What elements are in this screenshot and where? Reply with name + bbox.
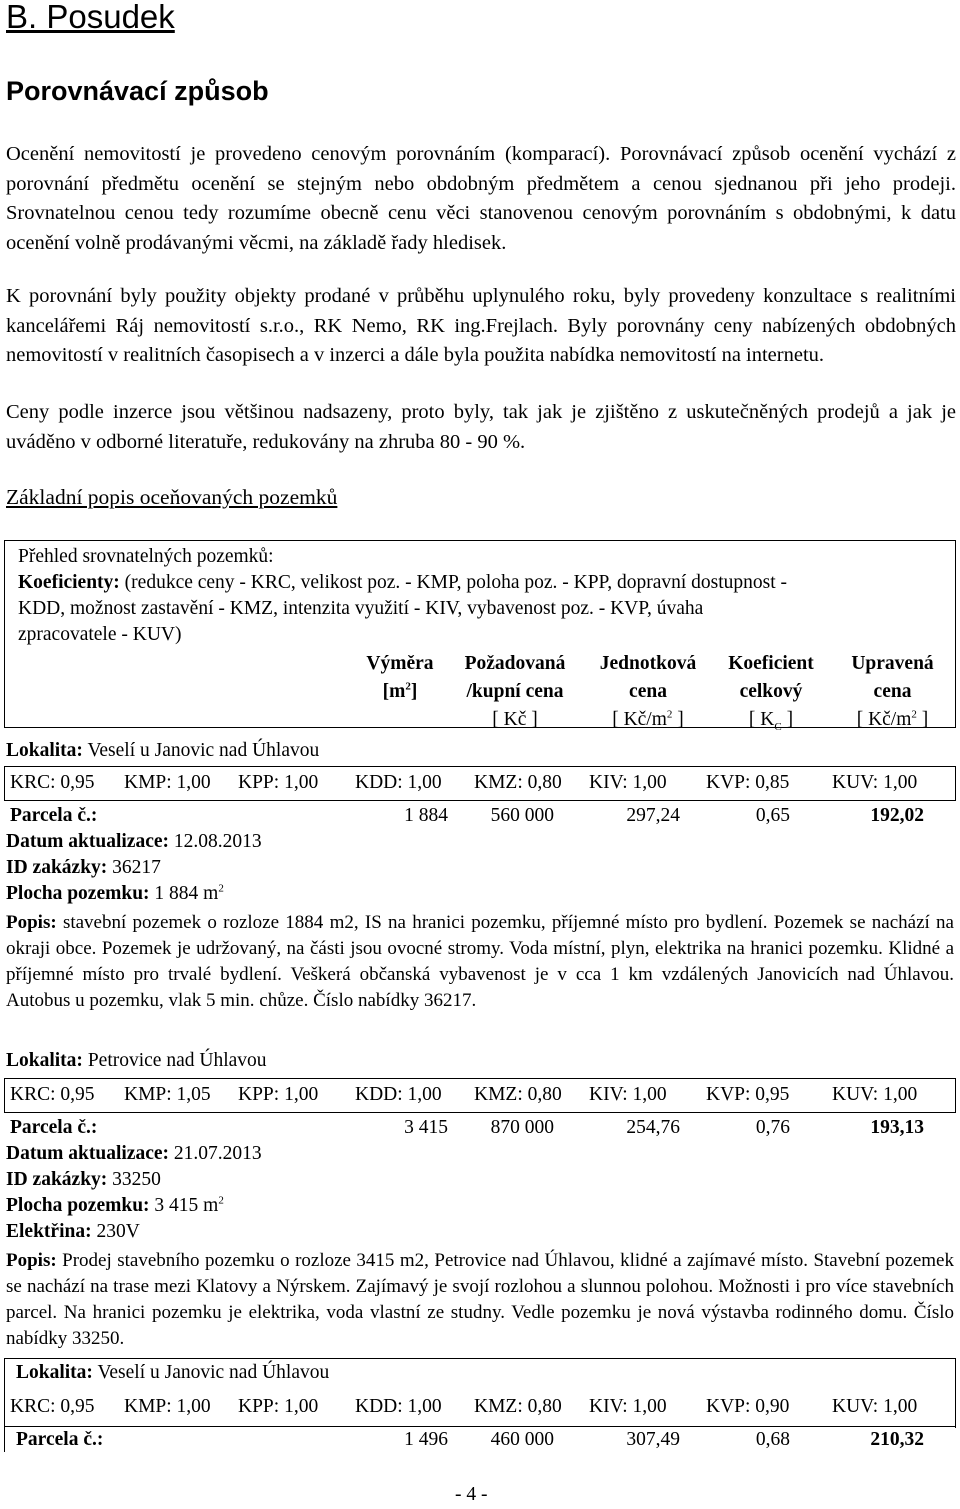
column-adjusted-line-2: cena <box>873 681 912 702</box>
comparable-1-coef-kmp: KMP: 1,00 <box>124 772 211 793</box>
comparable-3-coef-kmz: KMZ: 0,80 <box>474 1396 562 1417</box>
overview-title: Přehled srovnatelných pozemků: <box>18 546 274 567</box>
column-adjusted-unit: [ $Kč/m^2$ ] <box>856 708 929 730</box>
comparable-1-area: 1 884 <box>404 805 448 826</box>
comparable-2-rule-top <box>4 1078 956 1079</box>
comparable-1-datum: Datum aktualizace: 12.08.2013 <box>6 831 262 852</box>
comparable-2-rule-left <box>4 1078 5 1112</box>
page-number: - 4 - <box>455 1484 488 1505</box>
comparable-2-description: Popis: Prodej stavebního pozemku o rozloze 3415 m2, Petrovice nad Úhlavou, klidné a zajímavé místo. Stavební pozemek se nachází na trase mezi Klatovy a Nýrskem. Zajímavý je svojí rozlohou a slunnou polohou. Možnosti i pro více stavebních parcel. Na hranici pozemku je elektrika, voda vlastní ze studny. Vedle pozemku je nová výstavba rodinného domu. Číslo nabídky 33250. <box>6 1250 954 1349</box>
comparable-1-id: ID zakázky: 36217 <box>6 857 161 878</box>
subsection-title: Základní popis oceňovaných pozemků <box>6 485 338 509</box>
comparable-3-price: 460 000 <box>490 1429 554 1450</box>
comparable-1-coef-kvp: KVP: 0,85 <box>706 772 790 793</box>
comparable-2-coef-total: 0,76 <box>755 1117 790 1138</box>
intro-paragraph-3: Ceny podle inzerce jsou většinou nadsazeny, proto byly, tak jak je zjištěno z uskutečněných prodejů a jak je uváděno v odborné literatuře, redukovány na zhruba 80 - 90 %. <box>6 401 956 453</box>
coefficients-line-1 <box>18 572 787 594</box>
comparable-1-coef-kiv: KIV: 1,00 <box>589 772 667 793</box>
coefficients-line-3: zpracovatele - KUV) <box>18 624 182 645</box>
comparable-3-rule-top <box>4 1358 956 1359</box>
comparable-2-elektrina: Elektřina: 230V <box>6 1221 140 1242</box>
comparable-2-coef-kmp: KMP: 1,05 <box>124 1084 211 1105</box>
column-unit-price-header <box>583 650 713 734</box>
comparable-2-price: 870 000 <box>490 1117 554 1138</box>
column-unit-price-line-1: Jednotková <box>599 653 697 674</box>
intro-paragraph-2: K porovnání byly použity objekty prodané v průběhu uplynulého roku, byly provedeny konzultace s realitními kancelářemi Ráj nemovitostí s.r.o., RK Nemo, RK ing.Frejlach. Byly porovnány ceny nabízených obdobných nemovitostí v realitních časopisech a v inzerci a dále byla použita nabídka nemovitostí na internetu. <box>6 285 956 366</box>
comparable-1-coef-kdd: KDD: 1,00 <box>355 772 442 793</box>
comparable-1-parcela-label: Parcela č.: <box>10 805 98 826</box>
comparable-2-rule-bottom <box>4 1112 956 1113</box>
comparable-2-parcela-label: Parcela č.: <box>10 1117 98 1138</box>
section-title: B. Posudek <box>6 0 175 35</box>
comparable-1-lokalita: Lokalita: Veselí u Janovic nad Úhlavou <box>6 740 320 761</box>
comparable-3-coef-kpp: KPP: 1,00 <box>238 1396 319 1417</box>
comparable-3-coef-kiv: KIV: 1,00 <box>589 1396 667 1417</box>
comparable-3-parcela-label: Parcela č.: <box>16 1429 104 1450</box>
column-coefficient-line-2: celkový <box>739 681 803 702</box>
column-unit-price-line-2: cena <box>629 681 667 702</box>
column-adjusted-header <box>830 650 955 734</box>
comparable-3-adjusted-price: 210,32 <box>870 1429 924 1450</box>
comparable-3-rule-left <box>4 1358 5 1428</box>
comparable-2-lokalita: Lokalita: Petrovice nad Úhlavou <box>6 1050 267 1071</box>
comparable-2-coef-kuv: KUV: 1,00 <box>832 1084 918 1105</box>
comparable-2-adjusted-price: 193,13 <box>870 1117 924 1138</box>
comparable-1-coef-kmz: KMZ: 0,80 <box>474 772 562 793</box>
coefficients-text-1: (redukce ceny - KRC, velikost poz. - KMP, poloha poz. - KPP, dopravní dostupnost - <box>119 572 788 593</box>
comparable-3-rule-bottom <box>4 1426 956 1427</box>
column-price-unit: [ Kč ] <box>492 709 538 730</box>
comparable-1-coef-kpp: KPP: 1,00 <box>238 772 319 793</box>
comparable-2-rule-right <box>955 1078 956 1112</box>
intro-paragraph-1: Ocenění nemovitostí je provedeno cenovým porovnáním (komparací). Porovnávací způsob ocenění vychází z porovnání předmětu ocenění se stejným nebo obdobným předmětem a cenou sjednanou při jeho prodeji. Srovnatelnou cenou tedy rozumíme obecně cenu věci stanovenou cenovým porovnáním s obdobnými, k datu ocenění volně prodávanými věcmi, na základě řady hledisek. <box>6 143 956 254</box>
comparable-1-coef-total: 0,65 <box>755 805 790 826</box>
comparable-1-unit-price: 297,24 <box>626 805 680 826</box>
comparable-3-coef-total: 0,68 <box>755 1429 790 1450</box>
comparable-1-rule-right <box>955 766 956 800</box>
comparable-1-coef-kuv: KUV: 1,00 <box>832 772 918 793</box>
comparable-3-rule-right <box>955 1358 956 1428</box>
comparable-2-coef-kdd: KDD: 1,00 <box>355 1084 442 1105</box>
comparable-1-rule-left <box>4 766 5 800</box>
comparable-2-area: 3 415 <box>404 1117 448 1138</box>
comparable-3-coef-kmp: KMP: 1,00 <box>124 1396 211 1417</box>
comparable-3-coef-krc: KRC: 0,95 <box>10 1396 95 1417</box>
column-adjusted-line-1: Upravená <box>851 653 934 674</box>
coefficients-label: Koeficienty: <box>18 572 120 593</box>
comparable-3-coef-kuv: KUV: 1,00 <box>832 1396 918 1417</box>
comparable-1-coef-krc: KRC: 0,95 <box>10 772 95 793</box>
column-coefficient-line-1: Koeficient <box>728 653 814 674</box>
coefficients-line-2: KDD, možnost zastavění - KMZ, intenzita využití - KIV, vybavenost poz. - KVP, úvaha <box>18 598 704 619</box>
comparable-2-plocha: Plocha pozemku: 3 415 $m^2$ <box>6 1194 224 1216</box>
comparable-2-coef-kpp: KPP: 1,00 <box>238 1084 319 1105</box>
comparable-2-coef-kmz: KMZ: 0,80 <box>474 1084 562 1105</box>
comparable-2-coef-krc: KRC: 0,95 <box>10 1084 95 1105</box>
comparable-1-price: 560 000 <box>490 805 554 826</box>
comparable-3-lokalita: Lokalita: Veselí u Janovic nad Úhlavou <box>16 1362 330 1383</box>
column-area-line-2: $[m^2]$ <box>382 680 418 702</box>
column-price-line-2: /kupní cena <box>466 681 564 702</box>
comparable-3-rule-left-lower <box>4 1426 5 1452</box>
column-unit-price-unit: [ $Kč/m^2$ ] <box>612 708 684 730</box>
method-title: Porovnávací způsob <box>6 76 269 106</box>
comparable-3-unit-price: 307,49 <box>626 1429 680 1450</box>
comparable-2-coef-kvp: KVP: 0,95 <box>706 1084 790 1105</box>
comparable-1-rule-top <box>4 766 956 767</box>
comparable-3-area: 1 496 <box>404 1429 448 1450</box>
comparable-1-description: Popis: stavební pozemek o rozloze 1884 m2, IS na hranici pozemku, příjemné místo pro bydlení. Pozemek se nachází na okraji obce. Pozemek je udržovaný, na části jsou ovocné stromy. Voda místní, plyn, elektrika na hranici pozemku. Klidné a příjemné místo pro trvalé bydlení. Veškerá občanská vybavenost je v cca 1 km vzdálených Janovicích nad Úhlavou. Autobus u pozemku, vlak 5 min. chůze. Číslo nabídky 36217. <box>6 912 954 1011</box>
column-area-header <box>345 650 455 706</box>
column-coefficient-header <box>712 650 830 734</box>
comparable-3-coef-kvp: KVP: 0,90 <box>706 1396 790 1417</box>
comparable-2-coef-kiv: KIV: 1,00 <box>589 1084 667 1105</box>
comparable-1-adjusted-price: 192,02 <box>870 805 924 826</box>
comparable-1-rule-bottom <box>4 800 956 801</box>
column-area-line-1: Výměra <box>366 653 434 674</box>
column-coefficient-unit: [ $K_C$ ] <box>748 709 794 733</box>
comparable-2-unit-price: 254,76 <box>626 1117 680 1138</box>
comparable-2-id: ID zakázky: 33250 <box>6 1169 161 1190</box>
comparable-2-datum: Datum aktualizace: 21.07.2013 <box>6 1143 262 1164</box>
comparable-3-coef-kdd: KDD: 1,00 <box>355 1396 442 1417</box>
comparable-1-plocha: Plocha pozemku: 1 884 $m^2$ <box>6 882 224 904</box>
column-price-line-1: Požadovaná <box>464 653 566 674</box>
column-price-header <box>448 650 582 734</box>
